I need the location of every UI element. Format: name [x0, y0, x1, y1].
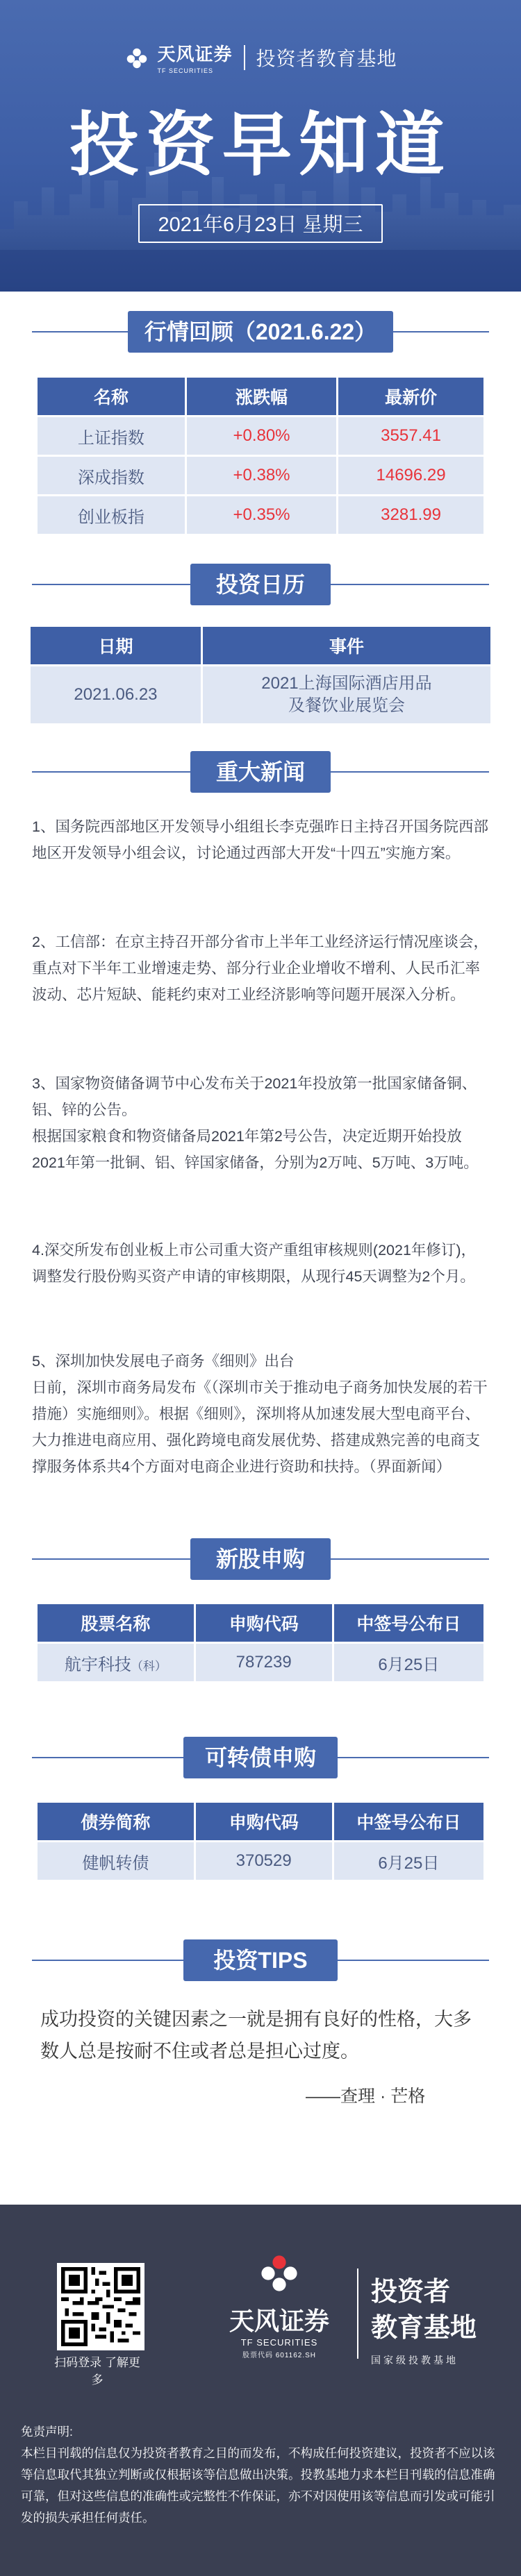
market-col-name: 名称	[38, 378, 185, 415]
bond-table	[38, 1801, 483, 1882]
ipo-col-name: 股票名称	[38, 1604, 194, 1642]
header-divider	[244, 45, 245, 70]
calendar-event	[201, 666, 490, 723]
table-row	[31, 666, 490, 723]
footer-base-title	[371, 2274, 477, 2346]
qr-code-icon	[61, 2267, 140, 2346]
header-logo-cn: 天风证券	[157, 44, 233, 65]
tips-author: ——查理 · 芒格	[306, 2087, 426, 2106]
footer-stock-code: 股票代码 601162.SH	[242, 2352, 317, 2359]
section-ipo-title	[0, 1538, 521, 1580]
bond-col-name: 债券简称	[38, 1803, 194, 1840]
bond-name: 健帆转债	[38, 1842, 194, 1880]
news-item	[32, 1348, 490, 1480]
table-row	[38, 496, 483, 534]
market-change: +0.38%	[185, 457, 336, 494]
footer-logo-cn: 天风证券	[229, 2307, 329, 2335]
news-item-text: 5、深圳加快发展电子商务《细则》出台	[32, 1353, 295, 1370]
title-line-left	[32, 1558, 190, 1560]
title-line-right	[338, 1757, 489, 1758]
footer-logo-en: TF SECURITIES	[240, 2337, 318, 2348]
section-calendar-title	[0, 564, 521, 605]
disclaimer-text: 本栏目刊载的信息仅为投资者教育之目的而发布，不构成任何投资建议，投资者不应以该等信息取代其独立判断或仅根据该等信息做出决策。投教基地力求本栏目刊载的信息准确可靠，但对这些信息的准确性或完整性不作保证，亦不对因使用该等信息而引发或可能引发的损失承担任何责任。	[21, 2446, 495, 2525]
title-line-left	[32, 1960, 183, 1961]
section-tips-title	[0, 1939, 521, 1981]
tf-logo-icon	[257, 2251, 301, 2296]
table-row	[38, 417, 483, 455]
calendar-table-header	[31, 627, 490, 664]
market-change: +0.35%	[185, 496, 336, 534]
calendar-col-event: 事件	[201, 627, 490, 664]
market-table	[38, 376, 483, 536]
news-item	[32, 814, 490, 866]
table-row	[38, 1644, 483, 1681]
section-bond-title	[0, 1737, 521, 1778]
qr-code[interactable]	[57, 2263, 144, 2350]
title-line-left	[32, 1757, 183, 1758]
calendar-table	[31, 625, 490, 725]
page-title: 投资早知道	[69, 106, 452, 184]
section-bond-badge: 可转债申购	[183, 1737, 338, 1778]
market-name: 上证指数	[38, 417, 185, 455]
header-base-label: 投资者教育基地	[256, 47, 397, 69]
table-row	[38, 1842, 483, 1880]
ipo-table-header	[38, 1604, 483, 1642]
section-market-badge: 行情回顾（2021.6.22）	[128, 311, 393, 353]
news-item	[32, 1070, 490, 1176]
header-brand	[0, 40, 521, 74]
news-item-text: 1、国务院西部地区开发领导小组组长李克强昨日主持召开国务院西部地区开发领导小组会议，讨论通过西部大开发“十四五”实施方案。	[32, 818, 488, 861]
footer-divider	[357, 2268, 358, 2359]
news-item	[32, 929, 490, 1008]
header-banner	[0, 0, 521, 292]
ipo-col-date: 中签号公布日	[332, 1604, 483, 1642]
title-line-right	[338, 1960, 489, 1961]
date-box: 2021年6月23日 星期三	[138, 204, 383, 243]
ipo-date: 6月25日	[332, 1644, 483, 1681]
calendar-event-line2: 及餐饮业展览会	[288, 696, 405, 715]
market-price: 14696.29	[336, 457, 483, 494]
footer-base-line1: 投资者	[371, 2278, 451, 2307]
market-price: 3281.99	[336, 496, 483, 534]
title-line-left	[32, 331, 128, 332]
market-price: 3557.41	[336, 417, 483, 455]
section-news-badge: 重大新闻	[190, 751, 331, 793]
ipo-code: 787239	[194, 1644, 332, 1681]
title-line-right	[331, 771, 489, 773]
ipo-tag: （科）	[131, 1659, 167, 1673]
news-item-text: 4.深交所发布创业板上市公司重大资产重组审核规则(2021年修订)，调整发行股份购买资产申请的审核期限，从现行45天调整为2个月。	[32, 1242, 477, 1285]
footer-base-line2: 教育基地	[371, 2314, 477, 2343]
calendar-date: 2021.06.23	[31, 666, 201, 723]
market-change: +0.80%	[185, 417, 336, 455]
bond-table-header	[38, 1803, 483, 1840]
market-name: 深成指数	[38, 457, 185, 494]
section-news-title	[0, 751, 521, 793]
table-row	[38, 457, 483, 494]
section-market-title	[0, 311, 521, 353]
disclaimer-title: 免责声明:	[21, 2425, 73, 2439]
header-logo-text	[157, 40, 232, 74]
market-name: 创业板指	[38, 496, 185, 534]
title-line-right	[331, 584, 489, 585]
news-item	[32, 1237, 490, 1290]
header-logo-en: TF SECURITIES	[157, 67, 213, 74]
market-col-change: 涨跌幅	[185, 378, 336, 415]
footer-base-sub: 国家级投教基地	[371, 2355, 458, 2366]
title-line-right	[393, 331, 489, 332]
qr-label: 扫码登录 了解更多	[54, 2356, 140, 2386]
bond-col-code: 申购代码	[194, 1803, 332, 1840]
ipo-table	[38, 1602, 483, 1683]
ipo-name-cell	[38, 1644, 194, 1681]
section-calendar-badge: 投资日历	[190, 564, 331, 605]
disclaimer	[21, 2421, 500, 2529]
title-line-left	[32, 584, 190, 585]
calendar-event-line1: 2021上海国际酒店用品	[261, 674, 432, 693]
calendar-col-date: 日期	[31, 627, 201, 664]
bond-col-date: 中签号公布日	[332, 1803, 483, 1840]
ipo-col-code: 申购代码	[194, 1604, 332, 1642]
section-tips-badge: 投资TIPS	[183, 1939, 338, 1981]
title-line-right	[331, 1558, 489, 1560]
footer-logo	[224, 2251, 335, 2359]
title-line-left	[32, 771, 190, 773]
news-item-detail: 日前，深圳市商务局发布《（深圳市关于推动电子商务加快发展的若干措施）实施细则》。根据《细则》，深圳将从加速发展大型电商平台、大力推进电商应用、强化跨境电商发展优势、搭建成熟完善的电商支撑服务体系共4个方面对电商企业进行资助和扶持。（界面新闻）	[32, 1379, 488, 1475]
tf-logo-icon	[124, 44, 150, 71]
news-item-text: 2、工信部：在京主持召开部分省市上半年工业经济运行情况座谈会，重点对下半年工业增速走势、部分行业企业增收不增利、人民币汇率波动、芯片短缺、能耗约束对工业经济影响等问题开展深入分析。	[32, 934, 488, 1003]
bond-code: 370529	[194, 1842, 332, 1880]
news-item-detail: 根据国家粮食和物资储备局2021年第2号公告，决定近期开始投放2021年第一批铜、铝、锌国家储备，分别为2万吨、5万吨、3万吨。	[32, 1128, 479, 1171]
ipo-name: 航宇科技	[64, 1655, 131, 1674]
tips-quote: 成功投资的关键因素之一就是拥有良好的性格，大多数人总是按耐不住或者总是担心过度。	[40, 2009, 472, 2062]
market-table-header	[38, 378, 483, 415]
section-ipo-badge: 新股申购	[190, 1538, 331, 1580]
news-item-text: 3、国家物资储备调节中心发布关于2021年投放第一批国家储备铜、铝、锌的公告。	[32, 1075, 477, 1118]
bond-date: 6月25日	[332, 1842, 483, 1880]
market-col-price: 最新价	[336, 378, 483, 415]
